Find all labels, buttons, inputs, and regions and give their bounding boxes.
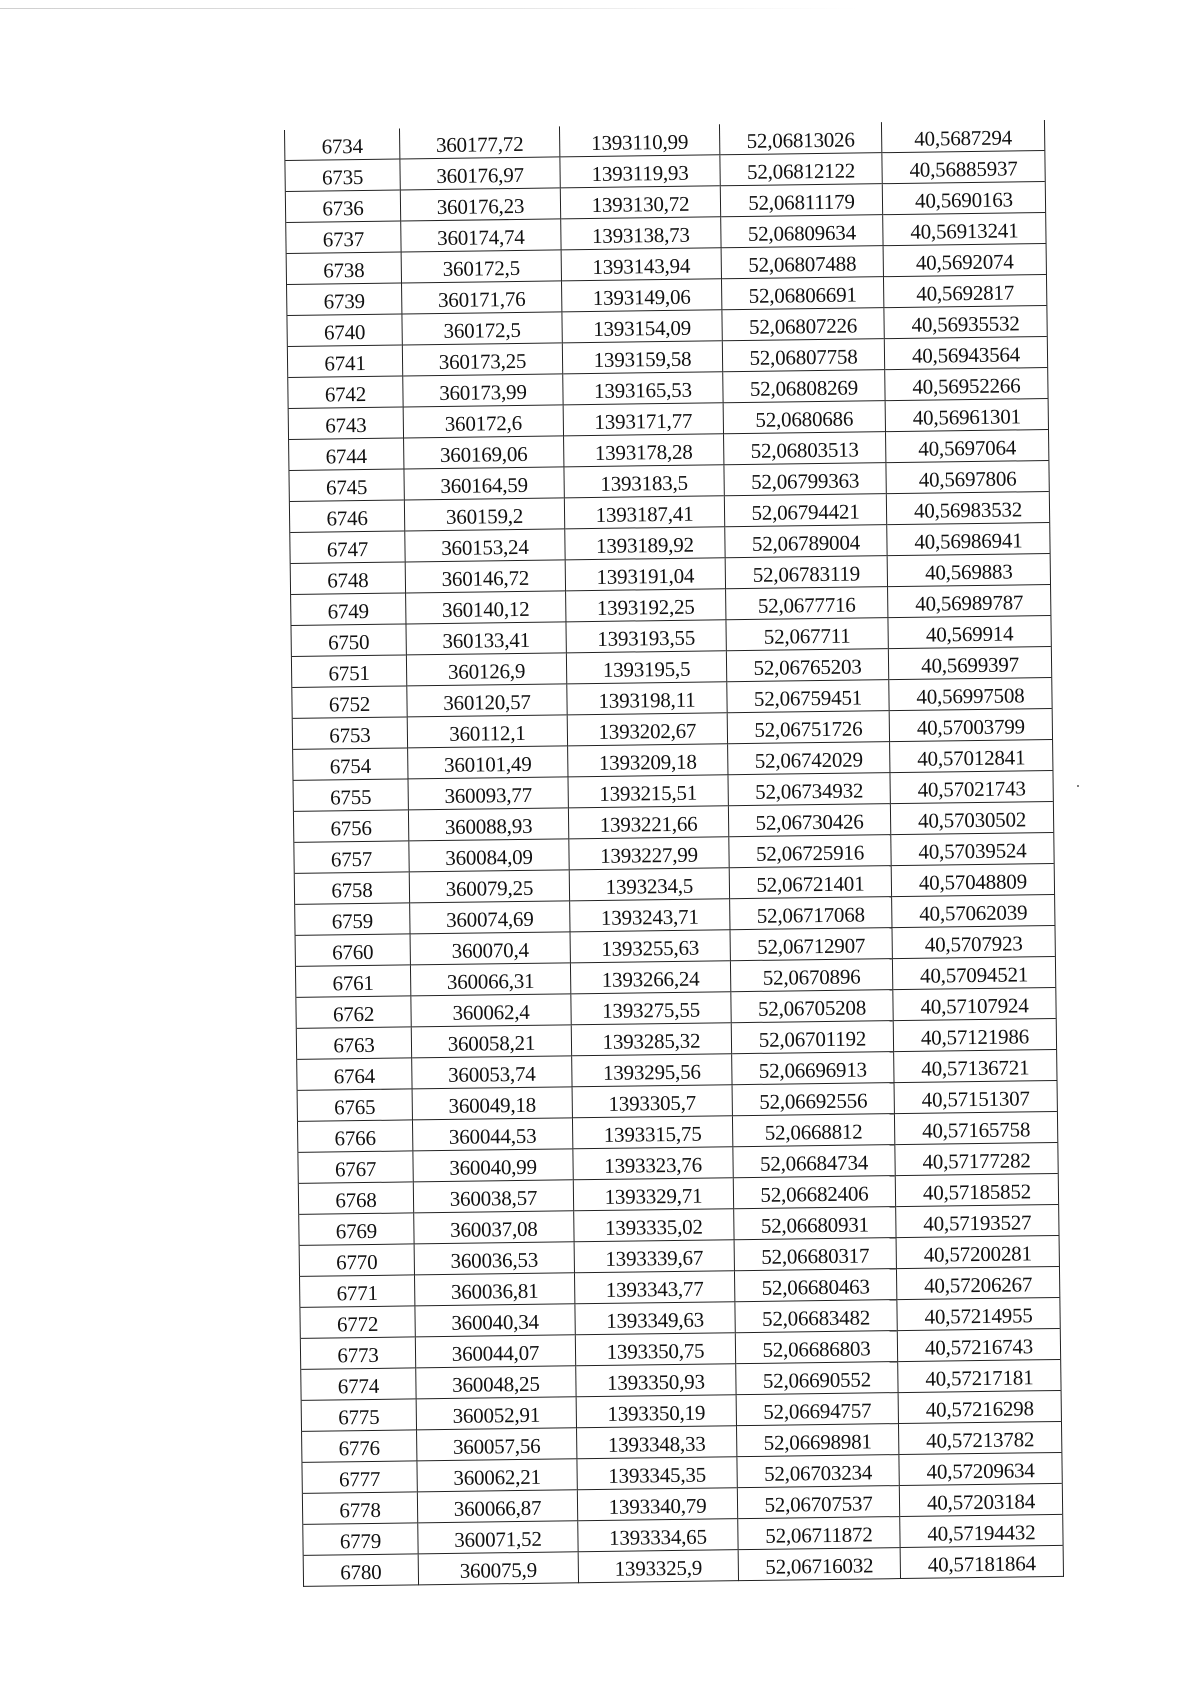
latitude-cell: 52,06806691 [721,277,883,310]
x-coordinate-cell: 360044,07 [415,1335,575,1368]
point-number-cell: 6744 [289,438,404,471]
point-number-cell: 6753 [292,717,407,750]
longitude-cell: 40,56952266 [885,368,1048,401]
y-coordinate-cell: 1393171,77 [563,403,723,436]
longitude-cell: 40,57165758 [894,1111,1057,1144]
point-number-cell: 6762 [296,996,411,1029]
latitude-cell: 52,06807226 [722,308,884,341]
x-coordinate-cell: 360036,81 [414,1273,574,1306]
longitude-cell: 40,56989787 [888,585,1051,618]
y-coordinate-cell: 1393243,71 [570,899,730,932]
y-coordinate-cell: 1393143,94 [561,248,721,281]
longitude-cell: 40,57039524 [891,832,1054,865]
longitude-cell: 40,5692074 [883,244,1046,277]
y-coordinate-cell: 1393221,66 [568,806,728,839]
longitude-cell: 40,57177282 [895,1142,1058,1175]
y-coordinate-cell: 1393209,18 [568,744,728,777]
x-coordinate-cell: 360164,59 [404,467,564,500]
y-coordinate-cell: 1393323,76 [573,1147,733,1180]
longitude-cell: 40,57021743 [890,770,1053,803]
x-coordinate-cell: 360126,9 [406,653,566,686]
y-coordinate-cell: 1393350,19 [576,1395,736,1428]
x-coordinate-cell: 360066,31 [410,963,570,996]
point-number-cell: 6766 [297,1120,412,1153]
latitude-cell: 52,06682406 [733,1176,895,1209]
longitude-cell: 40,57062039 [892,894,1055,927]
y-coordinate-cell: 1393334,65 [578,1519,738,1552]
y-coordinate-cell: 1393192,25 [566,589,726,622]
latitude-cell: 52,067711 [726,618,888,651]
point-number-cell: 6765 [297,1089,412,1122]
latitude-cell: 52,06716032 [738,1548,900,1581]
x-coordinate-cell: 360177,72 [399,126,559,159]
y-coordinate-cell: 1393275,55 [571,992,731,1025]
coordinates-table-body [284,120,1063,1586]
point-number-cell: 6741 [287,345,402,378]
x-coordinate-cell: 360084,09 [409,839,569,872]
x-coordinate-cell: 360101,49 [408,746,568,779]
longitude-cell: 40,57193527 [896,1204,1059,1237]
longitude-cell: 40,57030502 [890,801,1053,834]
longitude-cell: 40,56943564 [884,337,1047,370]
longitude-cell: 40,57048809 [891,863,1054,896]
x-coordinate-cell: 360079,25 [409,870,569,903]
x-coordinate-cell: 360093,77 [408,777,568,810]
x-coordinate-cell: 360174,74 [401,219,561,252]
longitude-cell: 40,57121986 [893,1018,1056,1051]
longitude-cell: 40,56913241 [883,213,1046,246]
point-number-cell: 6740 [287,314,402,347]
point-number-cell: 6739 [287,283,402,316]
latitude-cell: 52,06789004 [725,525,887,558]
y-coordinate-cell: 1393339,67 [574,1240,734,1273]
coordinates-table [284,120,1064,1587]
y-coordinate-cell: 1393149,06 [561,279,721,312]
x-coordinate-cell: 360071,52 [418,1521,578,1554]
y-coordinate-cell: 1393154,09 [562,310,722,343]
latitude-cell: 52,06725916 [729,835,891,868]
longitude-cell: 40,57003799 [889,708,1052,741]
latitude-cell: 52,06705208 [731,990,893,1023]
longitude-cell: 40,569883 [887,554,1050,587]
y-coordinate-cell: 1393191,04 [565,558,725,591]
x-coordinate-cell: 360074,69 [410,901,570,934]
x-coordinate-cell: 360171,76 [402,281,562,314]
x-coordinate-cell: 360075,9 [418,1552,578,1585]
latitude-cell: 52,06690552 [736,1362,898,1395]
point-number-cell: 6737 [286,221,401,254]
x-coordinate-cell: 360048,25 [416,1366,576,1399]
y-coordinate-cell: 1393295,56 [572,1054,732,1087]
latitude-cell: 52,06711872 [738,1517,900,1550]
point-number-cell: 6735 [285,159,400,192]
point-number-cell: 6763 [296,1027,411,1060]
x-coordinate-cell: 360036,53 [414,1242,574,1275]
latitude-cell: 52,06751726 [727,711,889,744]
x-coordinate-cell: 360040,99 [413,1149,573,1182]
point-number-cell: 6745 [289,469,404,502]
latitude-cell: 52,0680686 [723,401,885,434]
point-number-cell: 6775 [301,1399,416,1432]
point-number-cell: 6759 [295,903,410,936]
y-coordinate-cell: 1393255,63 [570,930,730,963]
latitude-cell: 52,06680317 [734,1238,896,1271]
point-number-cell: 6755 [293,779,408,812]
x-coordinate-cell: 360088,93 [408,808,568,841]
latitude-cell: 52,06696913 [732,1052,894,1085]
longitude-cell: 40,5707923 [892,925,1055,958]
x-coordinate-cell: 360153,24 [405,529,565,562]
longitude-cell: 40,57136721 [894,1049,1057,1082]
y-coordinate-cell: 1393202,67 [567,713,727,746]
longitude-cell: 40,56986941 [887,523,1050,556]
latitude-cell: 52,0677716 [726,587,888,620]
y-coordinate-cell: 1393165,53 [563,372,723,405]
latitude-cell: 52,06809634 [721,215,883,248]
longitude-cell: 40,56961301 [885,399,1048,432]
point-number-cell: 6736 [285,190,400,223]
latitude-cell: 52,06694757 [736,1393,898,1426]
point-number-cell: 6761 [295,965,410,998]
latitude-cell: 52,06680931 [734,1207,896,1240]
point-number-cell: 6770 [299,1244,414,1277]
x-coordinate-cell: 360052,91 [416,1397,576,1430]
latitude-cell: 52,06813026 [719,122,881,155]
longitude-cell: 40,5690163 [882,182,1045,215]
point-number-cell: 6734 [284,128,399,160]
latitude-cell: 52,06803513 [724,432,886,465]
y-coordinate-cell: 1393329,71 [573,1178,733,1211]
latitude-cell: 52,06799363 [724,463,886,496]
latitude-cell: 52,06686803 [735,1331,897,1364]
x-coordinate-cell: 360062,21 [417,1459,577,1492]
y-coordinate-cell: 1393193,55 [566,620,726,653]
x-coordinate-cell: 360172,5 [402,312,562,345]
scan-speck [1077,785,1079,787]
x-coordinate-cell: 360038,57 [413,1180,573,1213]
latitude-cell: 52,06807758 [722,339,884,372]
point-number-cell: 6769 [299,1213,414,1246]
point-number-cell: 6771 [300,1275,415,1308]
latitude-cell: 52,06734932 [728,773,890,806]
point-number-cell: 6779 [303,1523,418,1556]
longitude-cell: 40,57203184 [899,1483,1062,1516]
y-coordinate-cell: 1393350,75 [575,1333,735,1366]
x-coordinate-cell: 360176,97 [400,157,560,190]
point-number-cell: 6764 [297,1058,412,1091]
y-coordinate-cell: 1393285,32 [571,1023,731,1056]
point-number-cell: 6760 [295,934,410,967]
y-coordinate-cell: 1393119,93 [560,155,720,188]
y-coordinate-cell: 1393159,58 [562,341,722,374]
x-coordinate-cell: 360037,08 [414,1211,574,1244]
point-number-cell: 6743 [288,407,403,440]
x-coordinate-cell: 360053,74 [412,1056,572,1089]
longitude-cell: 40,57181864 [900,1545,1063,1578]
y-coordinate-cell: 1393350,93 [576,1364,736,1397]
x-coordinate-cell: 360066,87 [417,1490,577,1523]
latitude-cell: 52,06811179 [720,184,882,217]
scan-edge-line [0,8,860,9]
longitude-cell: 40,56983532 [886,492,1049,525]
y-coordinate-cell: 1393234,5 [569,868,729,901]
y-coordinate-cell: 1393345,35 [577,1457,737,1490]
latitude-cell: 52,06812122 [720,153,882,186]
point-number-cell: 6774 [301,1368,416,1401]
point-number-cell: 6776 [302,1430,417,1463]
y-coordinate-cell: 1393189,92 [565,527,725,560]
latitude-cell: 52,06712907 [730,928,892,961]
x-coordinate-cell: 360040,34 [415,1304,575,1337]
x-coordinate-cell: 360173,99 [403,374,563,407]
longitude-cell: 40,57213782 [898,1421,1061,1454]
y-coordinate-cell: 1393227,99 [569,837,729,870]
x-coordinate-cell: 360176,23 [400,188,560,221]
y-coordinate-cell: 1393343,77 [574,1271,734,1304]
latitude-cell: 52,06683482 [735,1300,897,1333]
latitude-cell: 52,06765203 [726,649,888,682]
x-coordinate-cell: 360058,21 [411,1025,571,1058]
longitude-cell: 40,5692817 [883,275,1046,308]
x-coordinate-cell: 360173,25 [402,343,562,376]
x-coordinate-cell: 360112,1 [407,715,567,748]
latitude-cell: 52,06759451 [727,680,889,713]
point-number-cell: 6768 [298,1182,413,1215]
y-coordinate-cell: 1393305,7 [572,1085,732,1118]
longitude-cell: 40,56997508 [889,677,1052,710]
longitude-cell: 40,57107924 [893,987,1056,1020]
longitude-cell: 40,57216298 [898,1390,1061,1423]
point-number-cell: 6742 [288,376,403,409]
longitude-cell: 40,5687294 [881,120,1044,153]
longitude-cell: 40,56885937 [882,151,1045,184]
point-number-cell: 6758 [294,872,409,905]
longitude-cell: 40,5697806 [886,461,1049,494]
x-coordinate-cell: 360140,12 [406,591,566,624]
longitude-cell: 40,5697064 [886,430,1049,463]
longitude-cell: 40,57151307 [894,1080,1057,1113]
point-number-cell: 6751 [291,655,406,688]
longitude-cell: 40,57216743 [897,1328,1060,1361]
y-coordinate-cell: 1393266,24 [570,961,730,994]
x-coordinate-cell: 360169,06 [404,436,564,469]
latitude-cell: 52,06680463 [734,1269,896,1302]
point-number-cell: 6778 [302,1492,417,1525]
x-coordinate-cell: 360120,57 [407,684,567,717]
x-coordinate-cell: 360133,41 [406,622,566,655]
y-coordinate-cell: 1393130,72 [560,186,720,219]
latitude-cell: 52,06742029 [728,742,890,775]
latitude-cell: 52,06692556 [732,1083,894,1116]
point-number-cell: 6746 [289,500,404,533]
point-number-cell: 6750 [291,624,406,657]
point-number-cell: 6748 [290,562,405,595]
latitude-cell: 52,06730426 [728,804,890,837]
latitude-cell: 52,06707537 [737,1486,899,1519]
x-coordinate-cell: 360049,18 [412,1087,572,1120]
point-number-cell: 6754 [293,748,408,781]
y-coordinate-cell: 1393349,63 [575,1302,735,1335]
longitude-cell: 40,5699397 [888,647,1051,680]
point-number-cell: 6738 [286,252,401,285]
point-number-cell: 6749 [291,593,406,626]
latitude-cell: 52,06698981 [736,1424,898,1457]
longitude-cell: 40,57206267 [896,1266,1059,1299]
latitude-cell: 52,06721401 [729,866,891,899]
point-number-cell: 6757 [294,841,409,874]
point-number-cell: 6772 [300,1306,415,1339]
longitude-cell: 40,57185852 [895,1173,1058,1206]
longitude-cell: 40,57194432 [900,1514,1063,1547]
x-coordinate-cell: 360062,4 [411,994,571,1027]
y-coordinate-cell: 1393325,9 [578,1550,738,1583]
y-coordinate-cell: 1393340,79 [577,1488,737,1521]
latitude-cell: 52,06701192 [731,1021,893,1054]
y-coordinate-cell: 1393195,5 [566,651,726,684]
y-coordinate-cell: 1393215,51 [568,775,728,808]
y-coordinate-cell: 1393348,33 [577,1426,737,1459]
longitude-cell: 40,57214955 [897,1297,1060,1330]
point-number-cell: 6767 [298,1151,413,1184]
longitude-cell: 40,57217181 [898,1359,1061,1392]
longitude-cell: 40,56935532 [884,306,1047,339]
x-coordinate-cell: 360044,53 [412,1118,572,1151]
longitude-cell: 40,57012841 [890,739,1053,772]
point-number-cell: 6780 [303,1554,418,1587]
y-coordinate-cell: 1393335,02 [574,1209,734,1242]
x-coordinate-cell: 360070,4 [410,932,570,965]
x-coordinate-cell: 360172,6 [403,405,563,438]
longitude-cell: 40,57200281 [896,1235,1059,1268]
x-coordinate-cell: 360146,72 [405,560,565,593]
latitude-cell: 52,06808269 [723,370,885,403]
latitude-cell: 52,0668812 [732,1114,894,1147]
y-coordinate-cell: 1393138,73 [561,217,721,250]
y-coordinate-cell: 1393183,5 [564,465,724,498]
y-coordinate-cell: 1393198,11 [567,682,727,715]
point-number-cell: 6752 [292,686,407,719]
latitude-cell: 52,06794421 [724,494,886,527]
y-coordinate-cell: 1393178,28 [564,434,724,467]
point-number-cell: 6777 [302,1461,417,1494]
x-coordinate-cell: 360159,2 [404,498,564,531]
longitude-cell: 40,57209634 [899,1452,1062,1485]
point-number-cell: 6747 [290,531,405,564]
y-coordinate-cell: 1393315,75 [572,1116,732,1149]
longitude-cell: 40,57094521 [892,956,1055,989]
y-coordinate-cell: 1393110,99 [559,124,719,157]
latitude-cell: 52,06703234 [737,1455,899,1488]
latitude-cell: 52,06807488 [721,246,883,279]
latitude-cell: 52,06717068 [730,897,892,930]
longitude-cell: 40,569914 [888,616,1051,649]
x-coordinate-cell: 360172,5 [401,250,561,283]
y-coordinate-cell: 1393187,41 [564,496,724,529]
point-number-cell: 6773 [300,1337,415,1370]
point-number-cell: 6756 [293,810,408,843]
x-coordinate-cell: 360057,56 [417,1428,577,1461]
latitude-cell: 52,06783119 [725,556,887,589]
latitude-cell: 52,06684734 [733,1145,895,1178]
latitude-cell: 52,0670896 [730,959,892,992]
